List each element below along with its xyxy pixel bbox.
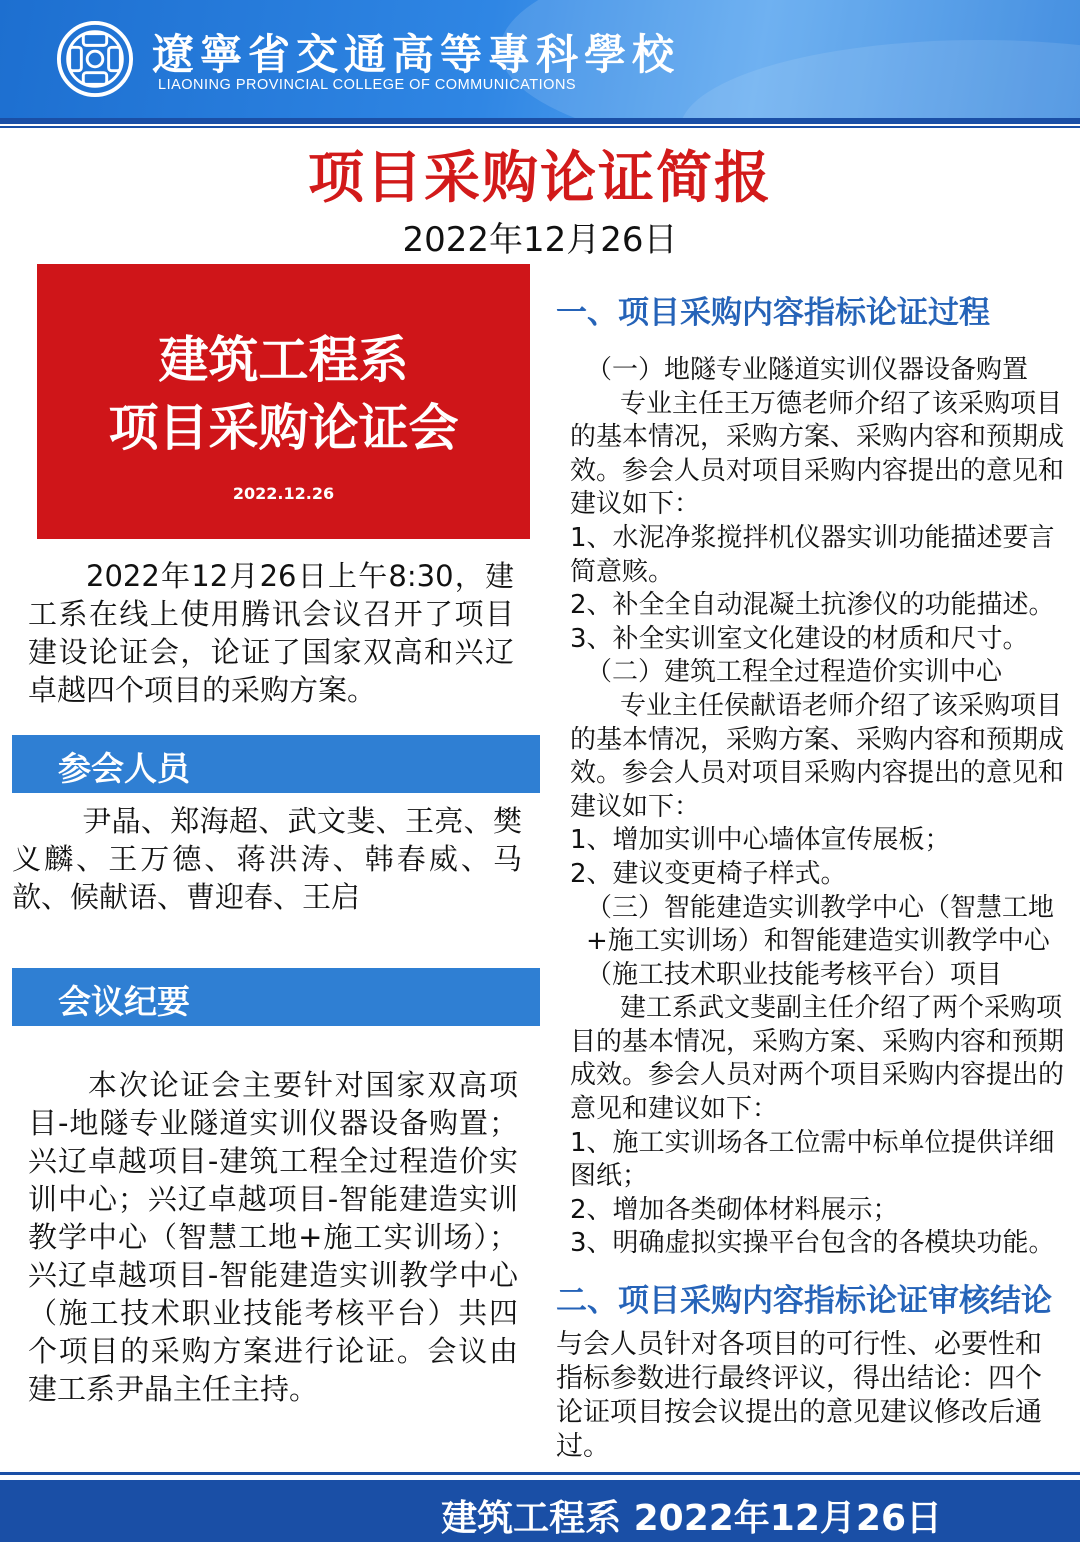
summary-paragraph [28,1066,518,1408]
project1-item: 2、补全全自动混凝土抗渗仪的功能描述。 [570,590,1055,621]
cover-card-line2: 项目采购论证会 [108,399,459,457]
project2-item: 1、增加实训中心墙体宣传展板； [570,825,951,856]
cover-card-date: 2022.12.26 [232,484,335,503]
project3-intro: 建工系武文斐副主任介绍了两个采购项目的基本情况，采购方案、采购内容和预期成效。参会人员对两个项目采购内容提出的意见和建议如下： [570,993,1065,1125]
attendees-heading: 参会人员 [58,749,190,788]
header-divider [0,118,1080,124]
summary-text: 本次论证会主要针对国家双高项目-地隧专业隧道实训仪器设备购置；兴辽卓越项目-建筑工程全过程造价实训中心；兴辽卓越项目-智能建造实训教学中心（智慧工地+施工实训场）；兴辽卓越项目-智能建造实训教学中心（施工技术职业技能考核平台）共四个项目的采购方案进行论证。会议由建工系尹晶主任主持。 [28,1068,518,1406]
section-heading-conclusion: 二、项目采购内容指标论证审核结论 [556,1283,1052,1319]
school-emblem-icon [56,20,134,98]
attendees-names: 尹晶、郑海超、武文斐、王亮、樊义麟、王万德、蒋洪涛、韩春威、马歆、候献语、曹迎春、王启 [12,804,522,914]
project3-item: 1、施工实训场各工位需中标单位提供详细图纸； [570,1127,1055,1192]
school-name-cn: 遼寧省交通高等專科學校 [152,30,681,79]
cover-card-line1: 建筑工程系 [158,331,409,389]
process-body [570,354,1070,1261]
school-name-en: LIAONING PROVINCIAL COLLEGE OF COMMUNICATIONS [158,77,577,93]
project2-title: （二）建筑工程全过程造价实训中心 [586,657,1003,688]
header-banner [0,0,1080,118]
footer-divider [0,1472,1080,1475]
page-title: 项目采购论证简报 [308,146,772,211]
section-heading-process: 一、项目采购内容指标论证过程 [556,295,990,331]
project1-intro: 专业主任王万德老师介绍了该采购项目的基本情况，采购方案、采购内容和预期成效。参会人员对项目采购内容提出的意见和建议如下： [570,388,1065,520]
attendees-section-header [12,735,540,793]
project2-item: 2、建议变更椅子样式。 [570,858,847,889]
project3-item: 3、明确虚拟实操平台包含的各模块功能。 [570,1228,1055,1259]
project1-title: （一）地隧专业隧道实训仪器设备购置 [586,355,1029,385]
project2-intro: 专业主任侯献语老师介绍了该采购项目的基本情况，采购方案、采购内容和预期成效。参会人员对项目采购内容提出的意见和建议如下： [570,690,1065,822]
intro-text: 2022年12月26日上午8:30，建工系在线上使用腾讯会议召开了项目建设论证会，论证了国家双高和兴辽卓越四个项目的采购方案。 [28,559,514,707]
cover-card [37,264,530,539]
project1-item: 1、水泥净浆搅拌机仪器实训功能描述要言简意赅。 [570,522,1055,587]
project3-title: （三）智能建造实训教学中心（智慧工地+施工实训场）和智能建造实训教学中心（施工技术职业技能考核平台）项目 [586,892,1055,990]
conclusion-paragraph: 与会人员针对各项目的可行性、必要性和指标参数进行最终评议，得出结论：四个论证项目按会议提出的意见建议修改后通过。 [556,1329,1042,1462]
footer-bar [0,1480,1080,1542]
project1-item: 3、补全实训室文化建设的材质和尺寸。 [570,623,1029,654]
project3-item: 2、增加各类砌体材料展示； [570,1194,899,1225]
header-divider-thin [0,126,1080,128]
page-date: 2022年12月26日 [402,220,678,260]
summary-heading: 会议纪要 [58,982,190,1021]
footer-text: 建筑工程系 2022年12月26日 [441,1498,942,1539]
intro-paragraph [28,557,514,709]
summary-section-header [12,968,540,1026]
attendees-paragraph [12,802,522,916]
